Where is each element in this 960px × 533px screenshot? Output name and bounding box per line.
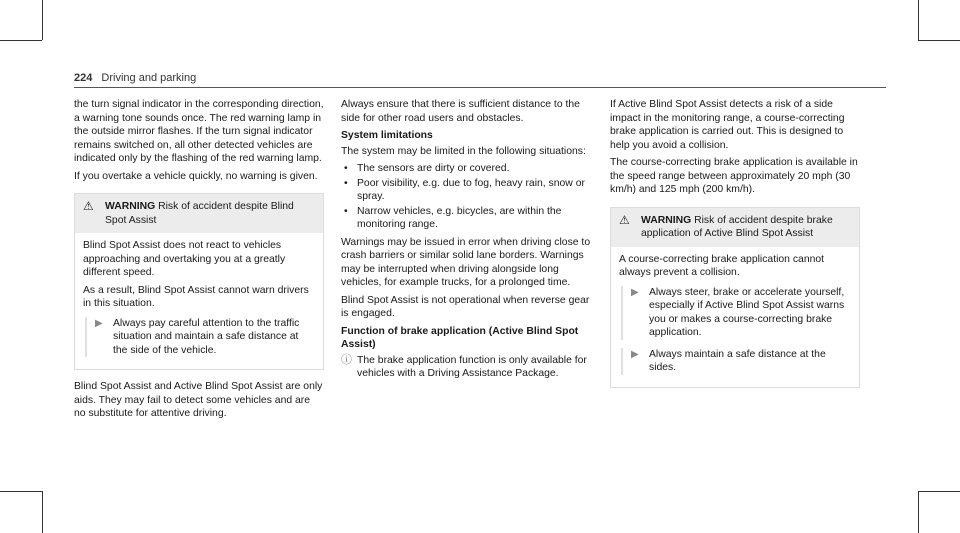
warning-box	[74, 193, 324, 370]
step-text: Always steer, brake or accelerate yourself, especially if Active Blind Spot Assist warns you or makes a course-correcting brake application.	[649, 286, 845, 338]
paragraph: If you overtake a vehicle quickly, no warning is given.	[74, 170, 318, 182]
warning-title	[105, 200, 315, 227]
paragraph: Blind Spot Assist and Active Blind Spot Assist are only aids. They may fail to detect some vehicles and are no substitute for attentive driving.	[74, 381, 323, 419]
paragraph: The course-correcting brake application is available in the speed range between approximately 20 mph (30 km/h) and 125 mph (200 km/h).	[610, 157, 858, 195]
warning-title-text: Risk of accident despite brake application of Active Blind Spot Assist	[641, 214, 833, 239]
crop-mark	[918, 40, 960, 41]
warning-label: WARNING	[641, 214, 692, 226]
crop-mark	[42, 491, 43, 533]
instruction-step	[619, 286, 851, 340]
crop-mark	[0, 491, 42, 492]
section-heading: Function of brake application (Active Blind Spot Assist)	[341, 325, 579, 350]
paragraph: the turn signal indicator in the corresponding direction, a warning tone sounds once. The red warning lamp in the outside mirror flashes. If the turn signal indicator remains switched on, all other detected vehicles are indicated only by the flashing of the red warning lamp.	[74, 99, 324, 164]
warning-header	[75, 194, 323, 233]
warning-body	[611, 247, 859, 387]
crop-mark	[918, 491, 960, 492]
arrow-right-icon: ▶	[631, 286, 639, 298]
crop-mark	[0, 40, 42, 41]
warning-text: A course-correcting brake application cannot always prevent a collision.	[619, 253, 825, 278]
warning-body	[75, 233, 323, 369]
list-item-text: Poor visibility, e.g. due to fog, heavy rain, snow or spray.	[357, 177, 585, 202]
arrow-right-icon: ▶	[631, 348, 639, 360]
step-text: Always maintain a safe distance at the sides.	[649, 348, 826, 373]
page-header	[74, 72, 196, 84]
list-item	[341, 205, 591, 232]
bullet-icon: •	[344, 205, 348, 217]
list-item-text: The sensors are dirty or covered.	[357, 163, 510, 174]
warning-triangle-icon: ⚠	[619, 212, 630, 227]
warning-triangle-icon: ⚠	[83, 199, 94, 213]
section-title: Driving and parking	[101, 72, 197, 84]
list-item	[341, 162, 591, 176]
warning-text: Blind Spot Assist does not react to vehicles approaching and overtaking you at a greatly different speed.	[83, 240, 286, 278]
section-heading: System limitations	[341, 130, 433, 141]
crop-mark	[918, 0, 919, 40]
instruction-step	[83, 317, 315, 358]
column-2	[341, 98, 591, 381]
note	[341, 354, 591, 381]
step-bar	[85, 317, 87, 358]
header-rule	[74, 87, 886, 88]
warning-title	[641, 214, 851, 241]
warning-box	[610, 207, 860, 388]
step-text: Always pay careful attention to the traffic situation and maintain a safe distance at the side of the vehicle.	[113, 317, 300, 356]
step-bar	[621, 286, 623, 340]
paragraph: If Active Blind Spot Assist detects a risk of a side impact in the monitoring range, a course-correcting brake application is carried out. This is designed to help you avoid a collision.	[610, 99, 845, 151]
list-item-text: Narrow vehicles, e.g. bicycles, are within the monitoring range.	[357, 205, 562, 230]
list-item	[341, 177, 591, 204]
column-1	[74, 98, 324, 425]
column-3	[610, 98, 860, 398]
arrow-right-icon: ▶	[95, 317, 103, 329]
instruction-step	[619, 348, 851, 375]
crop-mark	[918, 491, 919, 533]
warning-header	[611, 208, 859, 247]
warning-text: As a result, Blind Spot Assist cannot warn drivers in this situation.	[83, 284, 309, 309]
bullet-icon: •	[344, 177, 348, 189]
bullet-list	[341, 162, 591, 232]
paragraph: Always ensure that there is sufficient distance to the side for other road users and obstacles.	[341, 99, 580, 124]
warning-label: WARNING	[105, 201, 156, 212]
paragraph: Warnings may be issued in error when driving close to crash barriers or similar solid lane borders. Warnings may be interrupted when driving alongside long vehicles, for example trucks, for a prolonged time.	[341, 236, 591, 288]
paragraph: The system may be limited in the following situations:	[341, 145, 586, 157]
warning-title-text: Risk of accident despite Blind Spot Assist	[105, 201, 294, 226]
bullet-icon: •	[344, 163, 348, 174]
step-bar	[621, 348, 623, 375]
page-number: 224	[74, 72, 93, 84]
note-text: The brake application function is only available for vehicles with a Driving Assistance Package.	[357, 354, 587, 379]
info-icon: ⓘ	[341, 353, 352, 366]
crop-mark	[42, 0, 43, 40]
paragraph: Blind Spot Assist is not operational when reverse gear is engaged.	[341, 294, 590, 319]
